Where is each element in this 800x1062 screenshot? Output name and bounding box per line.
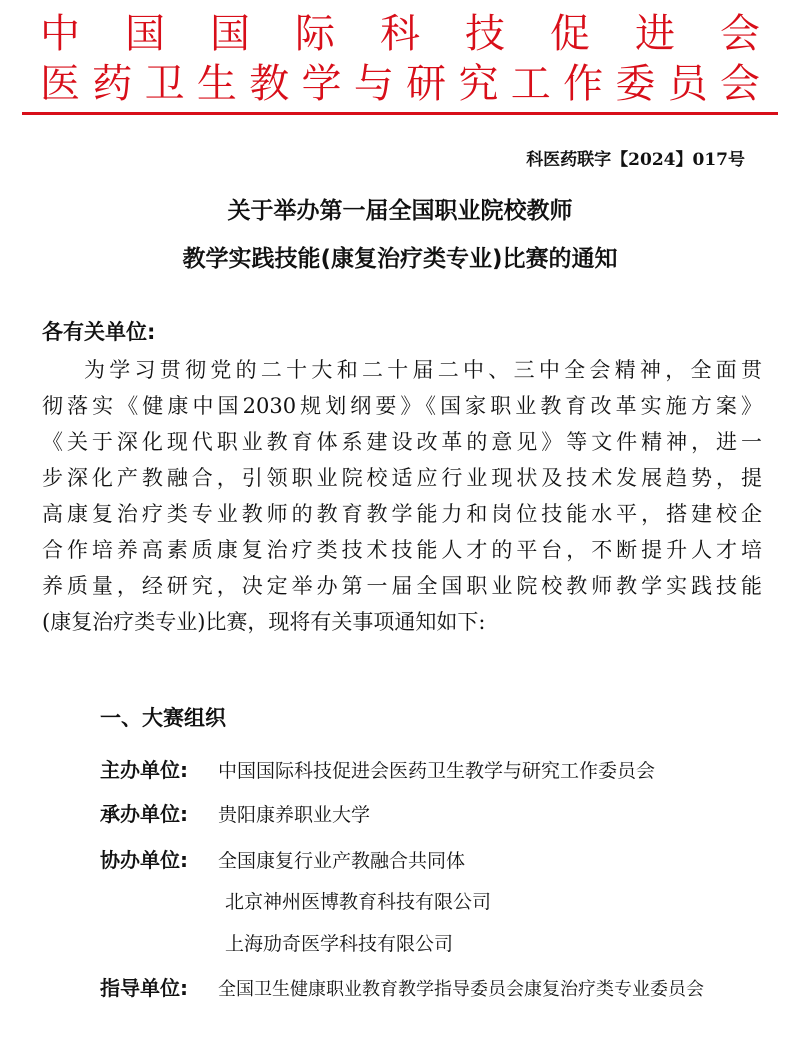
document-number: 科医药联字【2024】017号 <box>526 150 745 170</box>
organizer-label: 承办单位: <box>100 802 188 826</box>
co-organizer-value: 上海劢奇医学科技有限公司 <box>225 933 454 955</box>
co-organizer-row <box>100 842 465 878</box>
title-line-2: 教学实践技能(康复治疗类专业)比赛的通知 <box>182 246 618 272</box>
letterhead-line-1: 中 国 国 际 科 技 促 进 会 <box>40 11 760 57</box>
guide-row <box>100 970 704 1006</box>
organizer-row <box>100 796 370 832</box>
co-organizer-value: 全国康复行业产教融合共同体 <box>218 850 466 872</box>
organizer-value: 贵阳康养职业大学 <box>218 804 371 826</box>
letterhead-divider <box>22 112 778 115</box>
host-value: 中国国际科技促进会医药卫生教学与研究工作委员会 <box>218 760 656 782</box>
co-organizer-value: 北京神州医博教育科技有限公司 <box>225 891 492 913</box>
body-line: 合作培养高素质康复治疗类技术技能人才的平台，不断提升人才培 <box>42 538 762 562</box>
body-line: 彻落实《健康中国2030规划纲要》《国家职业教育改革实施方案》 <box>42 394 762 418</box>
guide-label: 指导单位: <box>100 976 188 1000</box>
host-label: 主办单位: <box>100 758 188 782</box>
section-heading: 一、大赛组织 <box>100 706 226 730</box>
body-line: 为学习贯彻党的二十大和二十届二中、三中全会精神，全面贯 <box>84 358 762 382</box>
body-paragraph <box>42 352 762 640</box>
salutation: 各有关单位: <box>42 320 156 344</box>
guide-value: 全国卫生健康职业教育教学指导委员会康复治疗类专业委员会 <box>218 979 704 1000</box>
body-line: (康复治疗类专业)比赛，现将有关事项通知如下: <box>42 610 486 634</box>
host-row <box>100 752 655 788</box>
body-line: 养质量，经研究，决定举办第一届全国职业院校教师教学实践技能 <box>42 574 762 598</box>
body-line: 步深化产教融合，引领职业院校适应行业现状及技术发展趋势，提 <box>42 466 762 490</box>
body-line: 高康复治疗类专业教师的教育教学能力和岗位技能水平，搭建校企 <box>42 502 762 526</box>
body-line: 《关于深化现代职业教育体系建设改革的意见》等文件精神，进一 <box>42 430 762 454</box>
co-organizer-label: 协办单位: <box>100 848 188 872</box>
title-line-1: 关于举办第一届全国职业院校教师 <box>227 198 573 224</box>
letterhead-line-2: 医药卫生教学与研究工作委员会 <box>40 61 760 107</box>
